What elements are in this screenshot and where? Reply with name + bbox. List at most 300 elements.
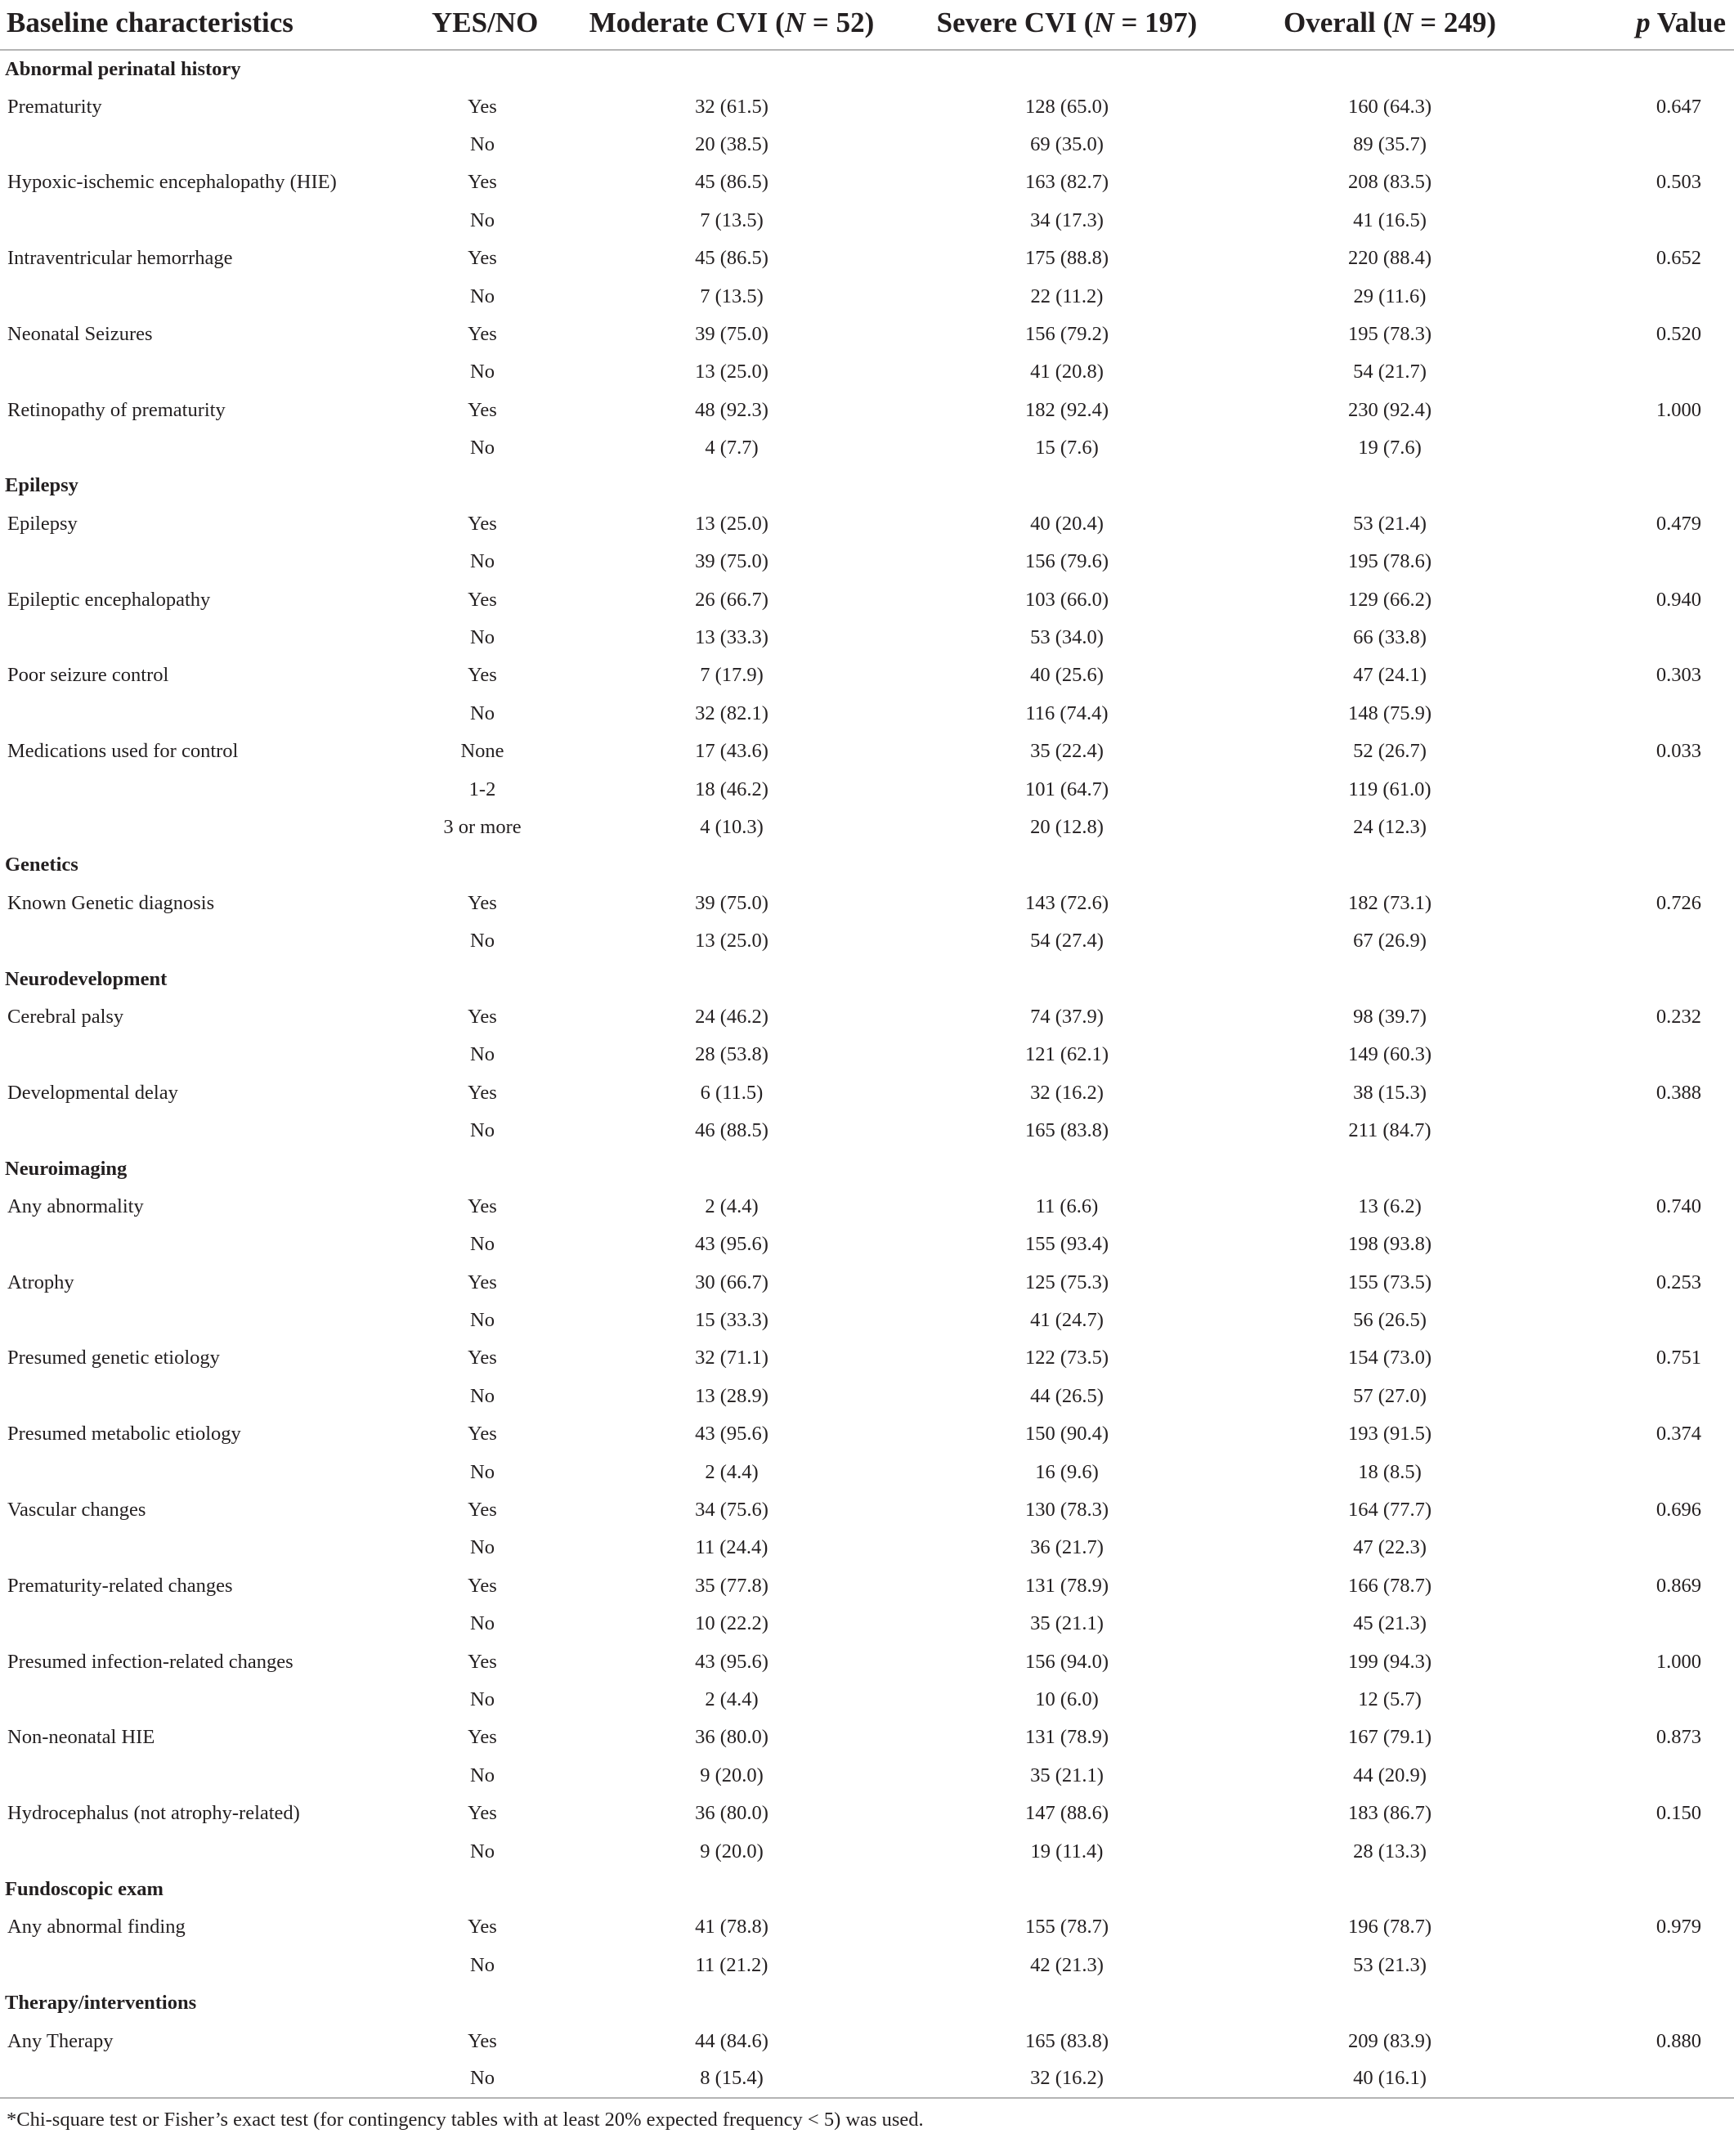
moderate-cvi-cell: 2 (4.4)	[705, 1460, 759, 1483]
yes-no-cell: Yes	[468, 588, 497, 611]
moderate-cvi-cell: 11 (24.4)	[695, 1536, 768, 1559]
overall-cell: 195 (78.3)	[1347, 322, 1432, 345]
table-row	[0, 580, 1734, 618]
section-header-row	[0, 846, 1734, 884]
severe-cvi-cell: 165 (83.8)	[1024, 2029, 1109, 2052]
characteristic-cell	[0, 2060, 409, 2098]
moderate-cvi-cell: 10 (22.2)	[695, 1612, 768, 1635]
section-header-row	[0, 960, 1734, 997]
table-row	[0, 505, 1734, 543]
overall-cell: 18 (8.5)	[1358, 1460, 1422, 1483]
yes-no-cell: Yes	[468, 1423, 497, 1446]
characteristic-cell	[0, 809, 409, 846]
yes-no-cell: No	[470, 701, 495, 724]
footnote: *Chi-square test or Fisher’s exact test (for contingency tables with at least 20% expected frequency < 5) was used.	[7, 2109, 924, 2131]
moderate-cvi-cell: 13 (28.9)	[695, 1384, 768, 1407]
moderate-cvi-cell: 30 (66.7)	[695, 1271, 768, 1293]
table-row	[0, 1226, 1734, 1263]
moderate-cvi-cell: 41 (78.8)	[695, 1916, 768, 1939]
characteristic-cell	[0, 1453, 409, 1490]
p-value-cell	[1545, 1112, 1734, 1150]
overall-cell: 45 (21.3)	[1353, 1612, 1427, 1635]
moderate-cvi-cell: 45 (86.5)	[695, 171, 768, 194]
severe-cvi-cell: 155 (93.4)	[1024, 1233, 1109, 1256]
header-severe-n: N	[1093, 7, 1114, 38]
table-row	[0, 1908, 1734, 1946]
p-value-cell	[1545, 1529, 1734, 1567]
severe-cvi-cell: 116 (74.4)	[1025, 701, 1109, 724]
p-value-cell	[1545, 695, 1734, 733]
section-title: Therapy/interventions	[5, 1992, 197, 2015]
characteristic-cell: Presumed metabolic etiology	[7, 1423, 241, 1446]
section-title: Epilepsy	[5, 474, 78, 497]
yes-no-cell: No	[470, 1119, 495, 1142]
table-row	[0, 202, 1734, 240]
severe-cvi-cell: 34 (17.3)	[1030, 208, 1104, 231]
p-value-cell	[1545, 1226, 1734, 1263]
overall-cell: 66 (33.8)	[1353, 626, 1427, 649]
characteristic-cell	[0, 1947, 409, 1984]
severe-cvi-cell: 175 (88.8)	[1024, 247, 1109, 270]
characteristic-cell: Neonatal Seizures	[7, 322, 153, 345]
p-value-cell: 0.652	[1656, 247, 1701, 270]
p-value-cell	[1545, 922, 1734, 960]
moderate-cvi-cell: 28 (53.8)	[695, 1043, 768, 1066]
table-row	[0, 1491, 1734, 1529]
header-severe-prefix: Severe CVI (	[936, 7, 1094, 38]
table-row	[0, 1415, 1734, 1453]
p-value-cell	[1545, 277, 1734, 315]
table-row	[0, 1643, 1734, 1680]
characteristic-cell: Atrophy	[7, 1271, 74, 1293]
severe-cvi-cell: 42 (21.3)	[1030, 1953, 1104, 1976]
severe-cvi-cell: 131 (78.9)	[1024, 1574, 1109, 1597]
table-row	[0, 1378, 1734, 1415]
table-row	[0, 316, 1734, 353]
section-title: Neuroimaging	[5, 1157, 128, 1180]
p-value-cell	[1545, 1947, 1734, 1984]
characteristic-cell: Intraventricular hemorrhage	[7, 247, 233, 270]
moderate-cvi-cell: 18 (46.2)	[695, 778, 768, 800]
severe-cvi-cell: 147 (88.6)	[1024, 1802, 1109, 1825]
overall-cell: 196 (78.7)	[1347, 1916, 1432, 1939]
moderate-cvi-cell: 7 (17.9)	[700, 664, 764, 687]
characteristic-cell: Hydrocephalus (not atrophy-related)	[7, 1802, 300, 1825]
moderate-cvi-cell: 39 (75.0)	[695, 322, 768, 345]
header-severe-cvi	[899, 0, 1234, 50]
characteristic-cell: Cerebral palsy	[7, 1005, 124, 1028]
p-value-cell: 0.869	[1656, 1574, 1701, 1597]
table-row	[0, 87, 1734, 125]
moderate-cvi-cell: 4 (7.7)	[705, 437, 759, 459]
overall-cell: 53 (21.3)	[1353, 1953, 1427, 1976]
moderate-cvi-cell: 15 (33.3)	[695, 1309, 768, 1332]
table-row	[0, 1947, 1734, 1984]
moderate-cvi-cell: 4 (10.3)	[700, 816, 764, 838]
table-row	[0, 277, 1734, 315]
p-value-cell: 0.503	[1656, 171, 1701, 194]
p-value-cell	[1545, 353, 1734, 391]
yes-no-cell: No	[470, 285, 495, 307]
yes-no-cell: No	[470, 1840, 495, 1862]
yes-no-cell: No	[470, 626, 495, 649]
p-value-cell	[1545, 1378, 1734, 1415]
yes-no-cell: Yes	[468, 1271, 497, 1293]
characteristic-cell: Poor seizure control	[7, 664, 169, 687]
table-row	[0, 1681, 1734, 1719]
severe-cvi-cell: 44 (26.5)	[1030, 1384, 1104, 1407]
moderate-cvi-cell: 32 (71.1)	[695, 1347, 768, 1369]
overall-cell: 129 (66.2)	[1347, 588, 1432, 611]
moderate-cvi-cell: 43 (95.6)	[695, 1650, 768, 1673]
severe-cvi-cell: 156 (94.0)	[1024, 1650, 1109, 1673]
severe-cvi-cell: 35 (21.1)	[1030, 1612, 1104, 1635]
characteristic-cell: Developmental delay	[7, 1081, 178, 1104]
p-value-cell	[1545, 1832, 1734, 1870]
overall-cell: 19 (7.6)	[1358, 437, 1422, 459]
table-row	[0, 353, 1734, 391]
table-row	[0, 998, 1734, 1036]
p-value-cell: 0.388	[1656, 1081, 1701, 1104]
characteristic-cell	[0, 1832, 409, 1870]
table-row	[0, 126, 1734, 164]
yes-no-cell: No	[470, 1460, 495, 1483]
moderate-cvi-cell: 20 (38.5)	[695, 132, 768, 155]
characteristic-cell	[0, 1226, 409, 1263]
severe-cvi-cell: 122 (73.5)	[1024, 1347, 1109, 1369]
characteristic-cell	[0, 1757, 409, 1795]
moderate-cvi-cell: 36 (80.0)	[695, 1726, 768, 1749]
moderate-cvi-cell: 13 (25.0)	[695, 512, 768, 535]
p-value-cell: 1.000	[1656, 398, 1701, 421]
overall-cell: 167 (79.1)	[1347, 1726, 1432, 1749]
section-header-row	[0, 1984, 1734, 2022]
moderate-cvi-cell: 36 (80.0)	[695, 1802, 768, 1825]
yes-no-cell: None	[460, 740, 504, 763]
overall-cell: 148 (75.9)	[1347, 701, 1432, 724]
overall-cell: 166 (78.7)	[1347, 1574, 1432, 1597]
characteristic-cell	[0, 543, 409, 580]
characteristic-cell	[0, 429, 409, 467]
moderate-cvi-cell: 8 (15.4)	[564, 2060, 899, 2098]
severe-cvi-cell: 143 (72.6)	[1024, 891, 1109, 914]
severe-cvi-cell: 10 (6.0)	[1035, 1688, 1099, 1710]
moderate-cvi-cell: 7 (13.5)	[700, 285, 764, 307]
p-value-cell: 0.647	[1656, 95, 1701, 118]
table-row	[0, 1264, 1734, 1302]
severe-cvi-cell: 32 (16.2)	[899, 2060, 1234, 2098]
characteristic-cell	[0, 126, 409, 164]
header-severe-suffix: = 197)	[1113, 7, 1198, 38]
characteristic-cell: Known Genetic diagnosis	[7, 891, 215, 914]
yes-no-cell: Yes	[468, 1650, 497, 1673]
moderate-cvi-cell: 46 (88.5)	[695, 1119, 768, 1142]
yes-no-cell: Yes	[468, 398, 497, 421]
severe-cvi-cell: 19 (11.4)	[1030, 1840, 1104, 1862]
severe-cvi-cell: 69 (35.0)	[1030, 132, 1104, 155]
moderate-cvi-cell: 7 (13.5)	[700, 208, 764, 231]
table-row	[0, 1453, 1734, 1490]
p-value-cell	[1545, 2060, 1734, 2098]
characteristic-cell: Presumed genetic etiology	[7, 1347, 220, 1369]
moderate-cvi-cell: 6 (11.5)	[700, 1081, 764, 1104]
characteristic-cell	[0, 1681, 409, 1719]
overall-cell: 182 (73.1)	[1347, 891, 1432, 914]
yes-no-cell: No	[470, 930, 495, 952]
overall-cell: 220 (88.4)	[1347, 247, 1432, 270]
yes-no-cell: No	[470, 1384, 495, 1407]
characteristic-cell: Any Therapy	[7, 2029, 114, 2052]
yes-no-cell: Yes	[468, 322, 497, 345]
header-overall-suffix: = 249)	[1413, 7, 1497, 38]
p-value-cell: 0.150	[1656, 1802, 1701, 1825]
table-header-row	[0, 0, 1734, 50]
table-row	[0, 240, 1734, 277]
characteristic-cell: Hypoxic-ischemic encephalopathy (HIE)	[7, 171, 337, 194]
overall-cell: 199 (94.3)	[1347, 1650, 1432, 1673]
severe-cvi-cell: 54 (27.4)	[1030, 930, 1104, 952]
table-row	[0, 1529, 1734, 1567]
table-row	[0, 1832, 1734, 1870]
yes-no-cell: Yes	[468, 1726, 497, 1749]
overall-cell: 52 (26.7)	[1353, 740, 1427, 763]
characteristic-cell: Prematurity	[7, 95, 102, 118]
characteristic-cell	[0, 922, 409, 960]
header-p-italic: p	[1636, 7, 1651, 38]
section-header-row	[0, 467, 1734, 504]
overall-cell: 41 (16.5)	[1353, 208, 1427, 231]
characteristic-cell: Any abnormal finding	[7, 1916, 186, 1939]
p-value-cell: 0.696	[1656, 1499, 1701, 1522]
yes-no-cell: No	[470, 1953, 495, 1976]
yes-no-cell: No	[470, 437, 495, 459]
table-row	[0, 2022, 1734, 2060]
p-value-cell	[1545, 126, 1734, 164]
moderate-cvi-cell: 34 (75.6)	[695, 1499, 768, 1522]
table-row	[0, 770, 1734, 808]
table-row	[0, 1036, 1734, 1074]
severe-cvi-cell: 40 (20.4)	[1030, 512, 1104, 535]
characteristic-cell: Presumed infection-related changes	[7, 1650, 293, 1673]
severe-cvi-cell: 32 (16.2)	[1030, 1081, 1104, 1104]
section-header-row	[0, 50, 1734, 87]
moderate-cvi-cell: 43 (95.6)	[695, 1233, 768, 1256]
moderate-cvi-cell: 2 (4.4)	[705, 1195, 759, 1217]
characteristic-cell	[0, 695, 409, 733]
table-row	[0, 922, 1734, 960]
overall-cell: 53 (21.4)	[1353, 512, 1427, 535]
overall-cell: 40 (16.1)	[1234, 2060, 1545, 2098]
severe-cvi-cell: 156 (79.6)	[1024, 550, 1109, 573]
overall-cell: 183 (86.7)	[1347, 1802, 1432, 1825]
yes-no-cell: 3 or more	[443, 816, 522, 838]
overall-cell: 209 (83.9)	[1347, 2029, 1432, 2052]
overall-cell: 29 (11.6)	[1353, 285, 1427, 307]
table-row	[0, 1567, 1734, 1605]
characteristic-cell	[0, 1302, 409, 1339]
yes-no-cell: No	[470, 1764, 495, 1786]
p-value-cell: 0.479	[1656, 512, 1701, 535]
p-value-cell: 0.880	[1656, 2029, 1701, 2052]
p-value-cell	[1545, 202, 1734, 240]
table-row	[0, 1719, 1734, 1756]
p-value-cell: 0.232	[1656, 1005, 1701, 1028]
moderate-cvi-cell: 2 (4.4)	[705, 1688, 759, 1710]
moderate-cvi-cell: 32 (61.5)	[695, 95, 768, 118]
table-row	[0, 164, 1734, 201]
overall-cell: 155 (73.5)	[1347, 1271, 1432, 1293]
yes-no-cell: No	[470, 208, 495, 231]
p-value-cell: 0.940	[1656, 588, 1701, 611]
characteristic-cell	[0, 619, 409, 657]
section-title: Neurodevelopment	[5, 967, 168, 990]
header-characteristics: Baseline characteristics	[0, 0, 409, 50]
yes-no-cell: Yes	[468, 1574, 497, 1597]
section-header-row	[0, 1871, 1734, 1908]
severe-cvi-cell: 15 (7.6)	[1035, 437, 1099, 459]
header-moderate-cvi	[564, 0, 899, 50]
yes-no-cell: 1-2	[468, 778, 496, 800]
yes-no-cell: No	[409, 2060, 564, 2098]
characteristic-cell	[0, 1529, 409, 1567]
severe-cvi-cell: 35 (21.1)	[1030, 1764, 1104, 1786]
overall-cell: 208 (83.5)	[1347, 171, 1432, 194]
table-row	[0, 657, 1734, 694]
severe-cvi-cell: 41 (20.8)	[1030, 361, 1104, 383]
overall-cell: 38 (15.3)	[1353, 1081, 1427, 1104]
characteristic-cell: Vascular changes	[7, 1499, 146, 1522]
severe-cvi-cell: 163 (82.7)	[1024, 171, 1109, 194]
overall-cell: 195 (78.6)	[1347, 550, 1432, 573]
table-row	[0, 733, 1734, 770]
yes-no-cell: No	[470, 1688, 495, 1710]
p-value-cell	[1545, 809, 1734, 846]
yes-no-cell: No	[470, 1233, 495, 1256]
moderate-cvi-cell: 39 (75.0)	[695, 891, 768, 914]
severe-cvi-cell: 35 (22.4)	[1030, 740, 1104, 763]
table-row	[0, 543, 1734, 580]
overall-cell: 24 (12.3)	[1353, 816, 1427, 838]
moderate-cvi-cell: 17 (43.6)	[695, 740, 768, 763]
section-title: Abnormal perinatal history	[5, 57, 241, 80]
table-row	[0, 1302, 1734, 1339]
p-value-cell: 0.374	[1656, 1423, 1701, 1446]
yes-no-cell: No	[470, 1309, 495, 1332]
p-value-cell: 0.873	[1656, 1726, 1701, 1749]
yes-no-cell: No	[470, 1612, 495, 1635]
p-value-cell: 1.000	[1656, 1650, 1701, 1673]
moderate-cvi-cell: 9 (20.0)	[700, 1840, 764, 1862]
severe-cvi-cell: 155 (78.7)	[1024, 1916, 1109, 1939]
severe-cvi-cell: 36 (21.7)	[1030, 1536, 1104, 1559]
yes-no-cell: No	[470, 1043, 495, 1066]
p-value-cell: 0.751	[1656, 1347, 1701, 1369]
yes-no-cell: Yes	[468, 1347, 497, 1369]
header-overall-n: N	[1392, 7, 1414, 38]
yes-no-cell: Yes	[468, 891, 497, 914]
yes-no-cell: Yes	[468, 171, 497, 194]
header-p-value	[1545, 0, 1734, 50]
table-row	[0, 619, 1734, 657]
overall-cell: 160 (64.3)	[1347, 95, 1432, 118]
severe-cvi-cell: 130 (78.3)	[1024, 1499, 1109, 1522]
yes-no-cell: No	[470, 550, 495, 573]
moderate-cvi-cell: 32 (82.1)	[695, 701, 768, 724]
yes-no-cell: Yes	[468, 95, 497, 118]
characteristic-cell: Prematurity-related changes	[7, 1574, 233, 1597]
yes-no-cell: Yes	[468, 247, 497, 270]
section-header-row	[0, 1150, 1734, 1187]
severe-cvi-cell: 121 (62.1)	[1024, 1043, 1109, 1066]
yes-no-cell: Yes	[468, 512, 497, 535]
header-moderate-n: N	[784, 7, 806, 38]
characteristic-cell: Medications used for control	[7, 740, 239, 763]
yes-no-cell: No	[470, 132, 495, 155]
moderate-cvi-cell: 24 (46.2)	[695, 1005, 768, 1028]
severe-cvi-cell: 53 (34.0)	[1030, 626, 1104, 649]
moderate-cvi-cell: 39 (75.0)	[695, 550, 768, 573]
characteristic-cell	[0, 353, 409, 391]
header-yes-no: YES/NO	[409, 0, 564, 50]
header-moderate-suffix: = 52)	[805, 7, 875, 38]
table-row	[0, 695, 1734, 733]
yes-no-cell: Yes	[468, 664, 497, 687]
table-row	[0, 429, 1734, 467]
yes-no-cell: Yes	[468, 1005, 497, 1028]
table-row	[0, 1605, 1734, 1643]
characteristic-cell	[0, 202, 409, 240]
overall-cell: 56 (26.5)	[1353, 1309, 1427, 1332]
severe-cvi-cell: 20 (12.8)	[1030, 816, 1104, 838]
p-value-cell: 0.726	[1656, 891, 1701, 914]
moderate-cvi-cell: 48 (92.3)	[695, 398, 768, 421]
characteristic-cell	[0, 1036, 409, 1074]
characteristic-cell	[0, 770, 409, 808]
overall-cell: 57 (27.0)	[1353, 1384, 1427, 1407]
overall-cell: 13 (6.2)	[1358, 1195, 1422, 1217]
p-value-cell	[1545, 429, 1734, 467]
severe-cvi-cell: 41 (24.7)	[1030, 1309, 1104, 1332]
overall-cell: 67 (26.9)	[1353, 930, 1427, 952]
p-value-cell	[1545, 1605, 1734, 1643]
table-row	[0, 1074, 1734, 1112]
table-row	[0, 1188, 1734, 1226]
characteristic-cell: Epilepsy	[7, 512, 78, 535]
characteristic-cell: Non-neonatal HIE	[7, 1726, 155, 1749]
p-value-cell: 0.740	[1656, 1195, 1701, 1217]
moderate-cvi-cell: 43 (95.6)	[695, 1423, 768, 1446]
moderate-cvi-cell: 13 (25.0)	[695, 361, 768, 383]
yes-no-cell: Yes	[468, 1081, 497, 1104]
table-row	[0, 809, 1734, 846]
header-moderate-prefix: Moderate CVI (	[589, 7, 785, 38]
severe-cvi-cell: 16 (9.6)	[1035, 1460, 1099, 1483]
table-row	[0, 392, 1734, 429]
overall-cell: 198 (93.8)	[1347, 1233, 1432, 1256]
yes-no-cell: No	[470, 1536, 495, 1559]
severe-cvi-cell: 150 (90.4)	[1024, 1423, 1109, 1446]
overall-cell: 89 (35.7)	[1353, 132, 1427, 155]
overall-cell: 12 (5.7)	[1358, 1688, 1422, 1710]
severe-cvi-cell: 11 (6.6)	[1035, 1195, 1099, 1217]
table-row	[0, 885, 1734, 922]
characteristic-cell	[0, 1112, 409, 1150]
overall-cell: 47 (24.1)	[1353, 664, 1427, 687]
characteristic-cell	[0, 1605, 409, 1643]
yes-no-cell: Yes	[468, 1802, 497, 1825]
yes-no-cell: Yes	[468, 1499, 497, 1522]
p-value-cell	[1545, 770, 1734, 808]
